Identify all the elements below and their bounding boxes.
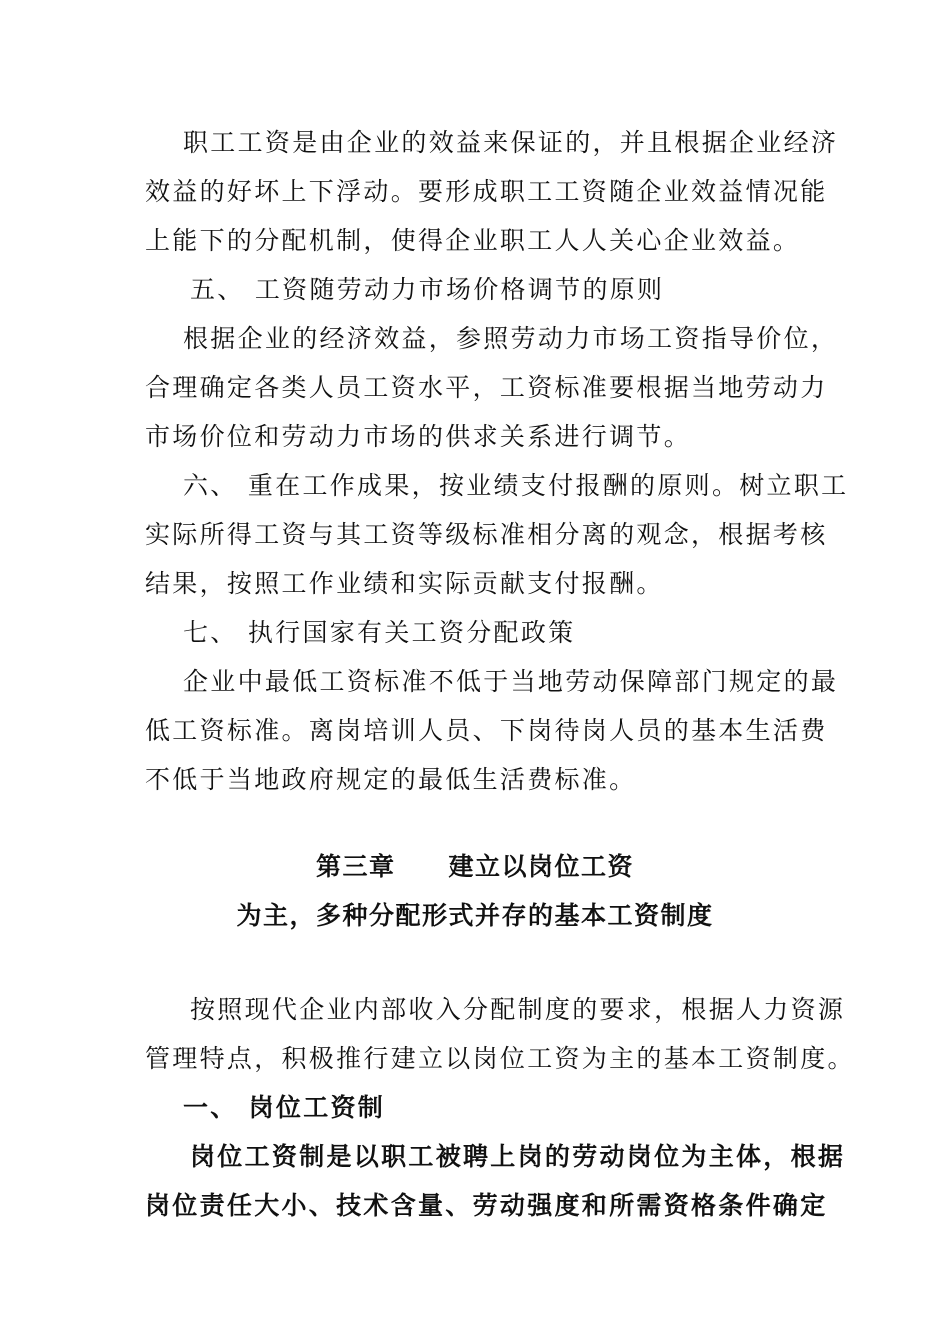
body-text-line: 实际所得工资与其工资等级标准相分离的观念，根据考核 [145, 520, 828, 549]
section-heading-5: 五、 工资随劳动力市场价格调节的原则 [190, 275, 665, 304]
body-text-line: 上能下的分配机制，使得企业职工人人关心企业效益。 [145, 226, 801, 255]
chapter-title: 第三章 建立以岗位工资 [315, 852, 634, 881]
section-heading-6: 六、 重在工作成果，按业绩支付报酬的原则。树立职工 [183, 471, 849, 500]
body-text-line: 效益的好坏上下浮动。要形成职工工资随企业效益情况能 [145, 177, 828, 206]
body-text-line: 企业中最低工资标准不低于当地劳动保障部门规定的最 [183, 667, 839, 696]
section-heading-7: 七、 执行国家有关工资分配政策 [183, 618, 576, 647]
body-text-line: 结果，按照工作业绩和实际贡献支付报酬。 [145, 569, 664, 598]
body-text-line: 按照现代企业内部收入分配制度的要求，根据人力资源 [190, 995, 846, 1024]
body-text-line: 合理确定各类人员工资水平，工资标准要根据当地劳动力 [145, 373, 828, 402]
body-text-line: 低工资标准。离岗培训人员、下岗待岗人员的基本生活费 [145, 716, 828, 745]
chapter-subtitle: 为主，多种分配形式并存的基本工资制度 [236, 901, 714, 930]
body-text-line: 市场价位和劳动力市场的供求关系进行调节。 [145, 422, 692, 451]
body-text-line: 岗位工资制是以职工被聘上岗的劳动岗位为主体，根据 [190, 1142, 846, 1171]
body-text-line: 不低于当地政府规定的最低生活费标准。 [145, 765, 637, 794]
body-text-line: 管理特点，积极推行建立以岗位工资为主的基本工资制度。 [145, 1044, 855, 1073]
body-text-line: 岗位责任大小、技术含量、劳动强度和所需资格条件确定 [145, 1191, 828, 1220]
body-text-line: 根据企业的经济效益，参照劳动力市场工资指导价位， [183, 324, 839, 353]
body-text-line: 职工工资是由企业的效益来保证的，并且根据企业经济 [183, 128, 839, 157]
subsection-heading: 一、 岗位工资制 [183, 1093, 386, 1122]
